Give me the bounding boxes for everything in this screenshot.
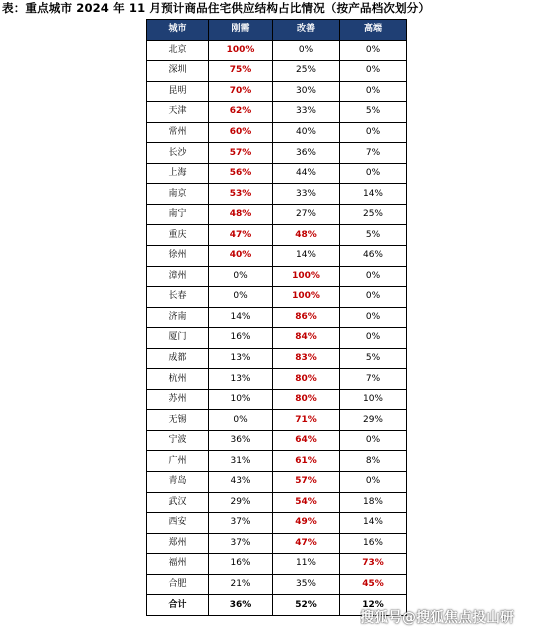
gaoduan-cell: 5% bbox=[340, 225, 407, 246]
table-row bbox=[147, 246, 407, 267]
table-row bbox=[147, 143, 407, 164]
city-cell: 漳州 bbox=[147, 266, 209, 287]
gangxu-cell: 10% bbox=[209, 389, 273, 410]
gaoduan-cell: 7% bbox=[340, 369, 407, 390]
total-gangxu: 36% bbox=[209, 595, 273, 616]
header-city: 城市 bbox=[147, 20, 209, 41]
gangxu-cell: 43% bbox=[209, 472, 273, 493]
gaoduan-cell: 14% bbox=[340, 513, 407, 534]
gaishan-cell: 86% bbox=[273, 307, 340, 328]
gaoduan-cell: 45% bbox=[340, 574, 407, 595]
gaoduan-cell: 0% bbox=[340, 287, 407, 308]
gaishan-cell: 80% bbox=[273, 389, 340, 410]
gangxu-cell: 37% bbox=[209, 533, 273, 554]
gaishan-cell: 25% bbox=[273, 61, 340, 82]
total-gaishan: 52% bbox=[273, 595, 340, 616]
table-row bbox=[147, 410, 407, 431]
table-row bbox=[147, 40, 407, 61]
gaishan-cell: 57% bbox=[273, 472, 340, 493]
gaishan-cell: 61% bbox=[273, 451, 340, 472]
table-title: 表：重点城市 2024 年 11 月预计商品住宅供应结构占比情况（按产品档次划分） bbox=[2, 1, 431, 15]
gangxu-cell: 40% bbox=[209, 246, 273, 267]
gaishan-cell: 47% bbox=[273, 533, 340, 554]
gaoduan-cell: 0% bbox=[340, 472, 407, 493]
city-cell: 宁波 bbox=[147, 430, 209, 451]
table-row bbox=[147, 266, 407, 287]
city-cell: 深圳 bbox=[147, 61, 209, 82]
city-cell: 南宁 bbox=[147, 204, 209, 225]
gaoduan-cell: 14% bbox=[340, 184, 407, 205]
gangxu-cell: 31% bbox=[209, 451, 273, 472]
city-cell: 上海 bbox=[147, 163, 209, 184]
table-row bbox=[147, 430, 407, 451]
city-cell: 徐州 bbox=[147, 246, 209, 267]
gaishan-cell: 33% bbox=[273, 184, 340, 205]
gaishan-cell: 33% bbox=[273, 102, 340, 123]
table-row bbox=[147, 122, 407, 143]
gangxu-cell: 57% bbox=[209, 143, 273, 164]
gaoduan-cell: 0% bbox=[340, 122, 407, 143]
gaishan-cell: 14% bbox=[273, 246, 340, 267]
gaoduan-cell: 16% bbox=[340, 533, 407, 554]
gaoduan-cell: 0% bbox=[340, 307, 407, 328]
gangxu-cell: 13% bbox=[209, 348, 273, 369]
gaishan-cell: 64% bbox=[273, 430, 340, 451]
gaoduan-cell: 5% bbox=[340, 102, 407, 123]
gaishan-cell: 54% bbox=[273, 492, 340, 513]
gaoduan-cell: 0% bbox=[340, 40, 407, 61]
gaishan-cell: 49% bbox=[273, 513, 340, 534]
header-gaishan: 改善 bbox=[273, 20, 340, 41]
city-cell: 杭州 bbox=[147, 369, 209, 390]
table-row bbox=[147, 574, 407, 595]
header-row bbox=[147, 20, 407, 41]
table-row bbox=[147, 472, 407, 493]
table-row bbox=[147, 554, 407, 575]
gaoduan-cell: 5% bbox=[340, 348, 407, 369]
table-row bbox=[147, 369, 407, 390]
table-row bbox=[147, 102, 407, 123]
city-cell: 南京 bbox=[147, 184, 209, 205]
header-gaoduan: 高端 bbox=[340, 20, 407, 41]
gaishan-cell: 100% bbox=[273, 266, 340, 287]
city-cell: 长春 bbox=[147, 287, 209, 308]
gaishan-cell: 30% bbox=[273, 81, 340, 102]
table-row bbox=[147, 328, 407, 349]
city-cell: 北京 bbox=[147, 40, 209, 61]
gaishan-cell: 36% bbox=[273, 143, 340, 164]
gangxu-cell: 0% bbox=[209, 287, 273, 308]
city-cell: 常州 bbox=[147, 122, 209, 143]
total-label: 合计 bbox=[147, 595, 209, 616]
city-cell: 西安 bbox=[147, 513, 209, 534]
city-cell: 重庆 bbox=[147, 225, 209, 246]
gaishan-cell: 80% bbox=[273, 369, 340, 390]
gangxu-cell: 0% bbox=[209, 410, 273, 431]
table-row bbox=[147, 513, 407, 534]
table-row bbox=[147, 61, 407, 82]
gangxu-cell: 75% bbox=[209, 61, 273, 82]
table-row bbox=[147, 307, 407, 328]
gaishan-cell: 11% bbox=[273, 554, 340, 575]
watermark: 搜狐号@搜狐焦点投山研 bbox=[360, 610, 514, 626]
gaishan-cell: 71% bbox=[273, 410, 340, 431]
gangxu-cell: 47% bbox=[209, 225, 273, 246]
gaishan-cell: 84% bbox=[273, 328, 340, 349]
table-row bbox=[147, 389, 407, 410]
city-cell: 厦门 bbox=[147, 328, 209, 349]
city-cell: 无锡 bbox=[147, 410, 209, 431]
gaishan-cell: 44% bbox=[273, 163, 340, 184]
city-cell: 武汉 bbox=[147, 492, 209, 513]
gaoduan-cell: 0% bbox=[340, 163, 407, 184]
table-row bbox=[147, 204, 407, 225]
gangxu-cell: 62% bbox=[209, 102, 273, 123]
gaoduan-cell: 0% bbox=[340, 266, 407, 287]
table-row bbox=[147, 81, 407, 102]
table-row bbox=[147, 492, 407, 513]
gaoduan-cell: 8% bbox=[340, 451, 407, 472]
city-cell: 青岛 bbox=[147, 472, 209, 493]
gaishan-cell: 100% bbox=[273, 287, 340, 308]
gaoduan-cell: 29% bbox=[340, 410, 407, 431]
city-cell: 广州 bbox=[147, 451, 209, 472]
city-cell: 合肥 bbox=[147, 574, 209, 595]
gangxu-cell: 60% bbox=[209, 122, 273, 143]
gangxu-cell: 0% bbox=[209, 266, 273, 287]
gaoduan-cell: 0% bbox=[340, 430, 407, 451]
gaishan-cell: 35% bbox=[273, 574, 340, 595]
gangxu-cell: 56% bbox=[209, 163, 273, 184]
city-cell: 福州 bbox=[147, 554, 209, 575]
gaoduan-cell: 10% bbox=[340, 389, 407, 410]
gangxu-cell: 36% bbox=[209, 430, 273, 451]
gaoduan-cell: 0% bbox=[340, 81, 407, 102]
gaoduan-cell: 0% bbox=[340, 328, 407, 349]
header-gangxu: 刚需 bbox=[209, 20, 273, 41]
gaoduan-cell: 0% bbox=[340, 61, 407, 82]
city-cell: 济南 bbox=[147, 307, 209, 328]
gangxu-cell: 14% bbox=[209, 307, 273, 328]
gaoduan-cell: 73% bbox=[340, 554, 407, 575]
gaoduan-cell: 25% bbox=[340, 204, 407, 225]
gaoduan-cell: 18% bbox=[340, 492, 407, 513]
gangxu-cell: 21% bbox=[209, 574, 273, 595]
gaishan-cell: 48% bbox=[273, 225, 340, 246]
supply-structure-table bbox=[146, 19, 407, 616]
city-cell: 郑州 bbox=[147, 533, 209, 554]
table-row bbox=[147, 451, 407, 472]
gangxu-cell: 16% bbox=[209, 328, 273, 349]
city-cell: 昆明 bbox=[147, 81, 209, 102]
table-row bbox=[147, 225, 407, 246]
gangxu-cell: 70% bbox=[209, 81, 273, 102]
gangxu-cell: 29% bbox=[209, 492, 273, 513]
gangxu-cell: 13% bbox=[209, 369, 273, 390]
table-row bbox=[147, 163, 407, 184]
gaishan-cell: 40% bbox=[273, 122, 340, 143]
gangxu-cell: 100% bbox=[209, 40, 273, 61]
gaishan-cell: 83% bbox=[273, 348, 340, 369]
gaishan-cell: 27% bbox=[273, 204, 340, 225]
gaishan-cell: 0% bbox=[273, 40, 340, 61]
gaoduan-cell: 7% bbox=[340, 143, 407, 164]
gangxu-cell: 53% bbox=[209, 184, 273, 205]
gangxu-cell: 48% bbox=[209, 204, 273, 225]
city-cell: 成都 bbox=[147, 348, 209, 369]
gangxu-cell: 16% bbox=[209, 554, 273, 575]
gangxu-cell: 37% bbox=[209, 513, 273, 534]
city-cell: 天津 bbox=[147, 102, 209, 123]
city-cell: 长沙 bbox=[147, 143, 209, 164]
city-cell: 苏州 bbox=[147, 389, 209, 410]
table-row bbox=[147, 348, 407, 369]
total-gaoduan: 12% bbox=[340, 595, 407, 616]
table-row bbox=[147, 287, 407, 308]
gaoduan-cell: 46% bbox=[340, 246, 407, 267]
table-row bbox=[147, 533, 407, 554]
table-row bbox=[147, 184, 407, 205]
